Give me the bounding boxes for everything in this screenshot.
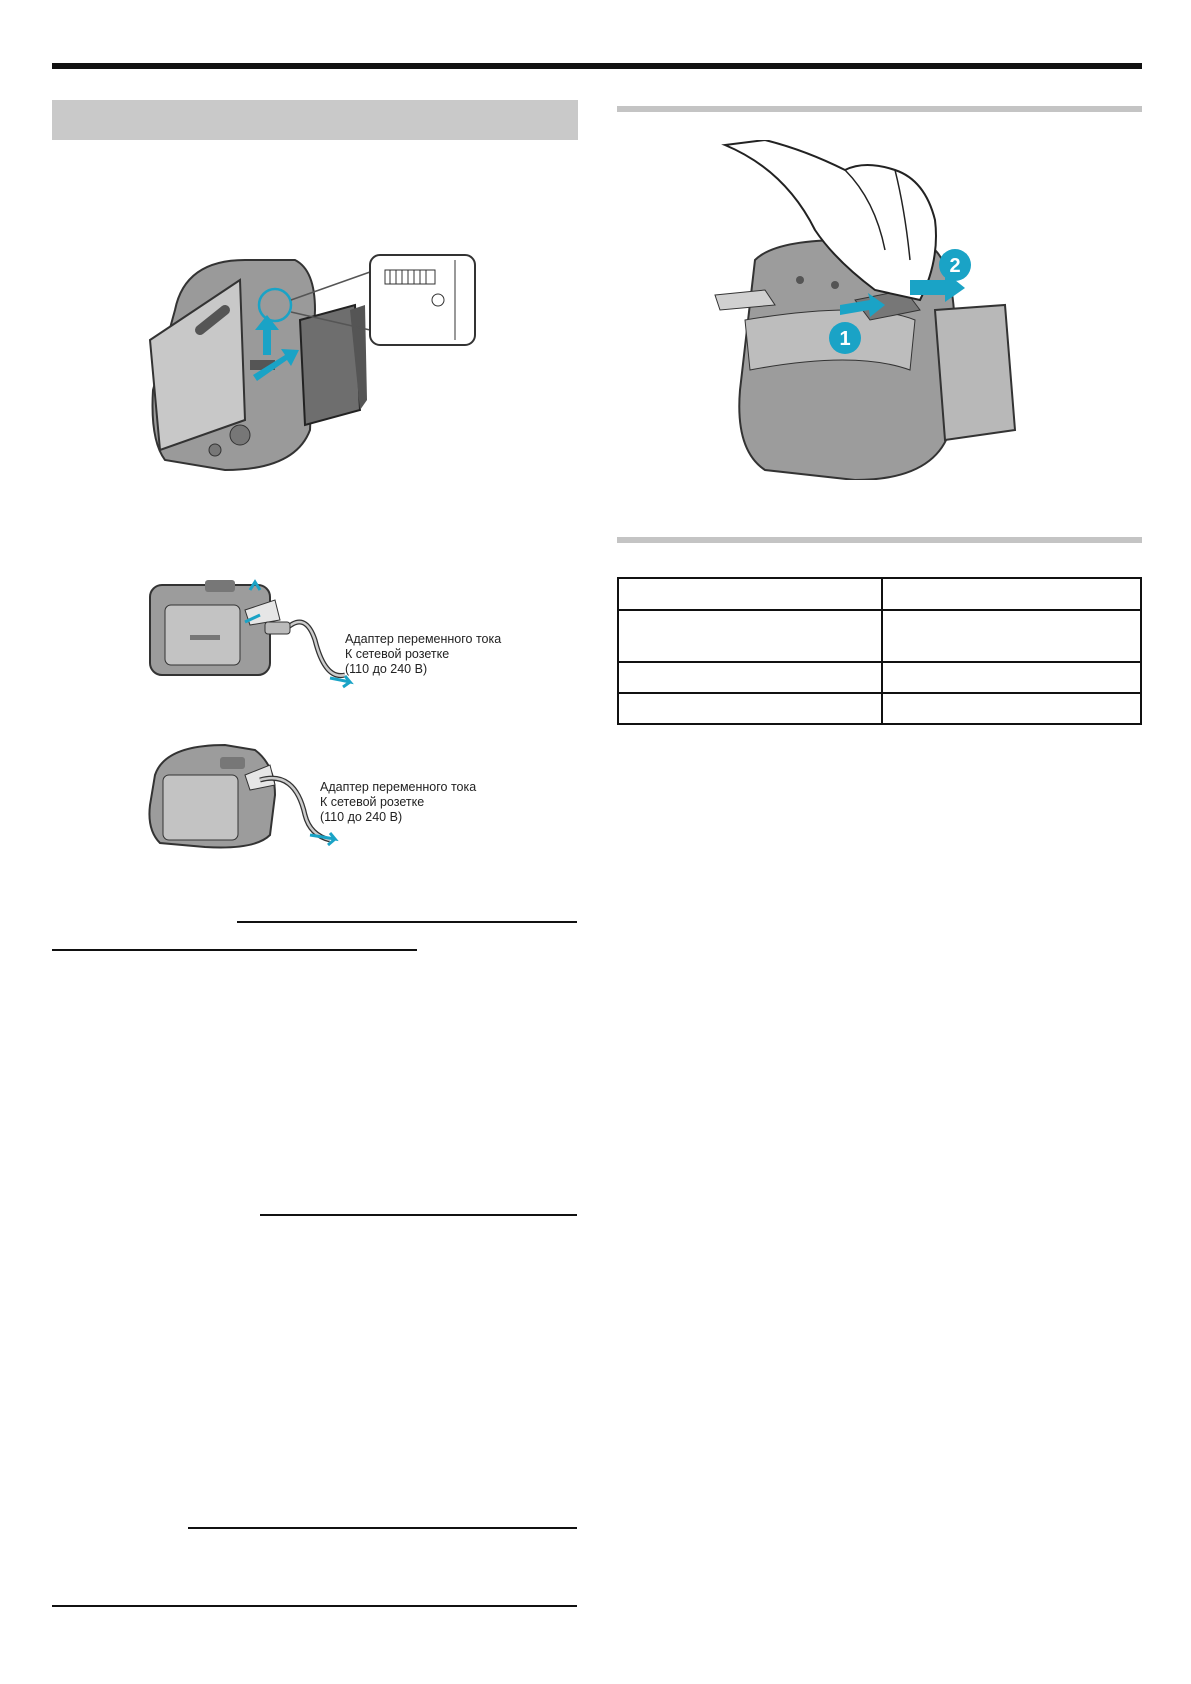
battery-remove-figure	[705, 140, 1055, 480]
spec-table	[617, 577, 1142, 725]
table-cell	[618, 693, 882, 724]
link-underline-4[interactable]	[188, 1527, 577, 1529]
table-cell	[882, 578, 1141, 610]
link-underline-3[interactable]	[260, 1214, 577, 1216]
table-cell	[618, 610, 882, 662]
right-section-rule-2	[617, 537, 1142, 543]
link-underline-2[interactable]	[52, 949, 417, 951]
table-row	[618, 662, 1141, 693]
table-row	[618, 610, 1141, 662]
step-1-label: 1	[839, 328, 851, 350]
section-heading-bar	[52, 100, 578, 140]
adapter-callout-a: Адаптер переменного тока К сетевой розетке (110 до 240 В)	[345, 632, 502, 676]
link-underline-1[interactable]	[237, 921, 577, 923]
battery-insert-figure	[145, 250, 485, 475]
table-row	[618, 578, 1141, 610]
table-cell	[882, 662, 1141, 693]
table-cell	[882, 693, 1141, 724]
adapter-callout-b: Адаптер переменного тока К сетевой розетке (110 до 240 В)	[320, 780, 477, 824]
adapter-figure-a	[145, 570, 355, 690]
right-section-rule-1	[617, 106, 1142, 112]
table-cell	[882, 610, 1141, 662]
table-row	[618, 693, 1141, 724]
left-column-bottom-rule	[52, 1605, 577, 1607]
table-cell	[618, 578, 882, 610]
step-2-label: 2	[949, 255, 961, 277]
table-cell	[618, 662, 882, 693]
page-top-rule	[52, 63, 1142, 69]
